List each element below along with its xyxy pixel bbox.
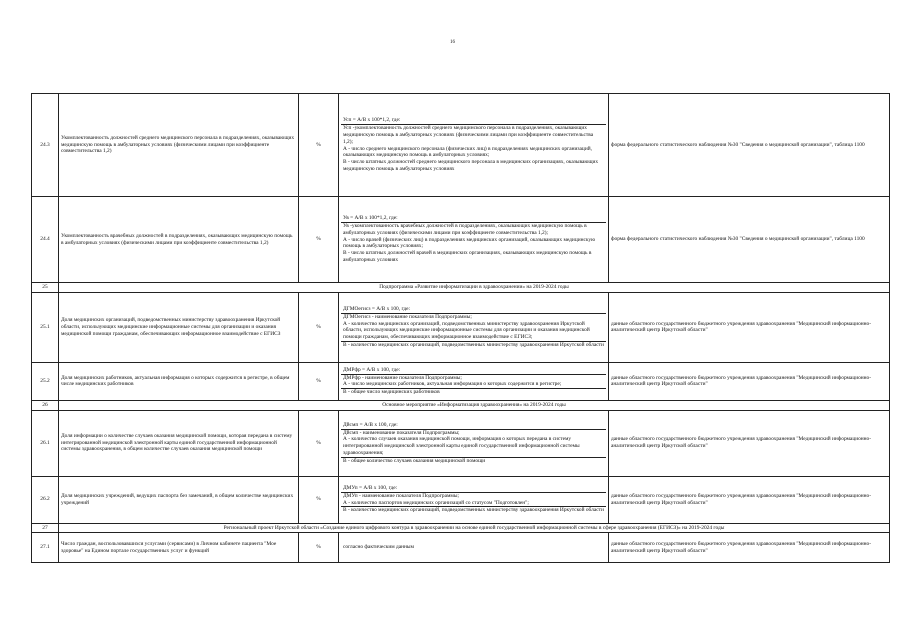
calculation-method xyxy=(339,292,609,362)
calculation-method xyxy=(339,476,609,523)
row-number: 26 xyxy=(32,400,59,410)
formula-block xyxy=(341,374,606,389)
formula-line: А - число врачей (физических лиц) в подразделениях медицинских организаций, оказывающих медицинскую помощь в амбулаторных условиях; xyxy=(343,236,596,250)
formula-line: Дйсмп = А/В х 100, где: xyxy=(343,421,398,428)
data-source: форма федерального статистического наблюдения №30 "Сведения о медицинской организации", таблица 1100 xyxy=(609,94,890,197)
formula-line: ДМРфр = А/В х 100, где: xyxy=(343,366,401,373)
formula-line: ДМУп - наименование показателя Подпрограммы; xyxy=(343,492,459,499)
formula-line: А - количество медицинских организаций, подведомственных министерству здравоохранения Иркутской области, использующих медицинские информационные системы для организации и оказания медицинской помощи гражданам, обеспечивающих информационное взаимодействие с ЕГИСЗ; xyxy=(343,320,590,341)
formula-line: А - число среднего медицинского персонала (физических лиц) в подразделениях медицинских организаций, оказывающих медицинскую помощь в амбулаторных условиях; xyxy=(343,145,592,159)
formula-block xyxy=(341,388,606,396)
data-source: данные областного государственного бюджетного учреждения здравоохранения "Медицинский информационно-аналитический центр Иркутской области" xyxy=(609,476,890,523)
section-row xyxy=(32,523,890,533)
calculation-method xyxy=(339,362,609,400)
indicator-unit: % xyxy=(299,197,339,283)
formula-line: А - число медицинских работников, актуальная информация о которых содержится в регистре; xyxy=(343,381,562,388)
indicator-unit: % xyxy=(299,476,339,523)
indicator-unit: % xyxy=(299,362,339,400)
formula-line: В - количество медицинских организаций, подведомственных министерству здравоохранения Иркутской области xyxy=(343,341,604,348)
formula-line: ДГМОегисз - наименование показателя Подпрограммы; xyxy=(343,313,472,320)
formula-line: ДМУп = А/В х 100, где: xyxy=(343,485,398,491)
indicator-unit: % xyxy=(299,292,339,362)
formula-block xyxy=(341,457,606,465)
formula-line: В - число штатных должностей среднего медицинского персонала в медицинских организациях, оказывающих медицинскую помощь в амбулаторных условиях xyxy=(343,159,599,172)
formula-block xyxy=(341,313,606,341)
formula-block xyxy=(341,485,606,492)
indicator-name: Число граждан, воспользовавшихся услугами (сервисами) в Личном кабинете пациента "Мое здоровье" на Едином портале государственных услуг и функций xyxy=(59,533,299,563)
indicator-row xyxy=(32,533,890,563)
section-title: Основное мероприятие «Информатизация здравоохранения» на 2019-2024 годы xyxy=(59,400,890,410)
section-title: Подпрограмма «Развитие информатизации в здравоохранении» на 2019-2024 годы xyxy=(59,283,890,293)
calculation-method xyxy=(339,197,609,283)
indicator-row xyxy=(32,362,890,400)
formula-block xyxy=(341,367,606,374)
formula-line: Ув -укомплектованность врачебных должностей в подразделениях, оказывающих медицинскую помощь в амбулаторных условиях (физическими лицами при коэффициенте совместительства 1,2); xyxy=(343,223,587,236)
formula-line: согласно фактическим данным xyxy=(343,544,414,551)
indicator-row xyxy=(32,197,890,283)
row-number: 25.1 xyxy=(32,292,59,362)
formula-block xyxy=(341,429,606,457)
formula-line: Усп = А/В х 100*1,2, где: xyxy=(343,117,401,124)
indicator-name: Доля медицинских организаций, подведомственных министерству здравоохранения Иркутской области, использующих медицинские информационные системы для организации и оказания медицинской помощи гражданам, обеспечивающих информационное взаимодействие с ЕГИСЗ xyxy=(59,292,299,362)
indicator-name: Укомплектованность врачебных должностей в подразделениях, оказывающих медицинскую помощь в амбулаторных условиях (физическими лицами при коэффициенте совместительства 1,2) xyxy=(59,197,299,283)
formula-line: Дйсмп - наименование показателя Подпрограммы; xyxy=(343,429,460,436)
row-number: 26.2 xyxy=(32,476,59,523)
formula-line: В - число штатных должностей врачей в медицинских организациях, оказывающих медицинскую помощь в амбулаторных условиях xyxy=(343,250,592,263)
indicator-row xyxy=(32,410,890,476)
data-source: форма федерального статистического наблюдения №30 "Сведения о медицинской организации", таблица 1100 xyxy=(609,197,890,283)
formula-block xyxy=(341,215,606,222)
indicator-row xyxy=(32,476,890,523)
indicator-name: Укомплектованность должностей среднего медицинского персонала в подразделениях, оказывающих медицинскую помощь в амбулаторных условиях (физическими лицами при коэффициенте совместительства 1,2) xyxy=(59,94,299,197)
row-number: 27 xyxy=(32,523,59,533)
formula-line: ДГМОегисз = А/В х 100, где: xyxy=(343,305,411,312)
indicators-table xyxy=(31,93,890,563)
indicator-name: Доля информации о количестве случаев оказания медицинской помощи, которая передана в систему интегрированной медицинской электронной карты единой государственной информационной системы здравоохранения, в общем количестве случаев оказания медицинской помощи xyxy=(59,410,299,476)
section-title: Региональный проект Иркутской области «Создание единого цифрового контура в здравоохранении на основе единой государственной информационной системы в сфере здравоохранения (ЕГИСЗ)» на 2019-2024 годы xyxy=(59,523,890,533)
row-number: 25 xyxy=(32,283,59,293)
section-row xyxy=(32,400,890,410)
data-source: данные областного государственного бюджетного учреждения здравоохранения "Медицинский информационно-аналитический центр Иркутской области" xyxy=(609,362,890,400)
formula-line: ДМРфр - наименование показателя Подпрограммы; xyxy=(343,374,462,381)
row-number: 24.4 xyxy=(32,197,59,283)
indicator-row xyxy=(32,292,890,362)
formula-line: А - количество случаев оказания медицинской помощи, информация о которых передана в систему интегрированной медицинской электронной карты единой государственной информационной системы здравоохранения; xyxy=(343,436,580,456)
formula-line: В - общее количество случаев оказания медицинской помощи xyxy=(343,457,486,464)
formula-block xyxy=(341,422,606,429)
formula-line: В - общее число медицинских работников xyxy=(343,389,440,396)
data-source: данные областного государственного бюджетного учреждения здравоохранения "Медицинский информационно-аналитический центр Иркутской области" xyxy=(609,292,890,362)
formula-block xyxy=(341,341,606,349)
formula-block xyxy=(341,117,606,124)
indicator-row xyxy=(32,94,890,197)
indicator-name: Доля медицинских работников, актуальная информация о которых содержится в регистре, в общем числе медицинских работников xyxy=(59,362,299,400)
formula-line: Ув = А/В х 100*1,2, где: xyxy=(343,215,398,222)
row-number: 25.2 xyxy=(32,362,59,400)
formula-block xyxy=(341,492,606,507)
formula-line: В - количество медицинских организаций, подведомственных министерству здравоохранения Иркутской области xyxy=(343,507,604,514)
row-number: 26.1 xyxy=(32,410,59,476)
formula-block xyxy=(341,506,606,514)
indicator-unit: % xyxy=(299,94,339,197)
indicator-unit: % xyxy=(299,410,339,476)
page-number: 16 xyxy=(450,40,455,45)
formula-block xyxy=(341,222,606,264)
indicator-name: Доля медицинских учреждений, ведущих паспорта без замечаний, в общем количестве медицинских учреждений xyxy=(59,476,299,523)
indicator-unit: % xyxy=(299,533,339,563)
data-source: данные областного государственного бюджетного учреждения здравоохранения "Медицинский информационно-аналитический центр Иркутской области" xyxy=(609,410,890,476)
formula-block xyxy=(341,306,606,313)
formula-line: Усп -укомплектованность должностей среднего медицинского персонала в подразделениях, оказывающих медицинскую помощь в амбулаторных условиях (физическими лицами при коэффициенте совместительства 1,2); xyxy=(343,125,594,145)
calculation-method xyxy=(339,410,609,476)
calculation-method xyxy=(339,533,609,563)
row-number: 27.1 xyxy=(32,533,59,563)
data-source: данные областного государственного бюджетного учреждения здравоохранения "Медицинский информационно-аналитический центр Иркутской области" xyxy=(609,533,890,563)
calculation-method xyxy=(339,94,609,197)
formula-block xyxy=(341,124,606,173)
formula-block xyxy=(341,544,606,551)
formula-line: А - количество паспортов медицинских организаций со статусом "Подготовлен"; xyxy=(343,499,529,506)
row-number: 24.3 xyxy=(32,94,59,197)
section-row xyxy=(32,283,890,293)
